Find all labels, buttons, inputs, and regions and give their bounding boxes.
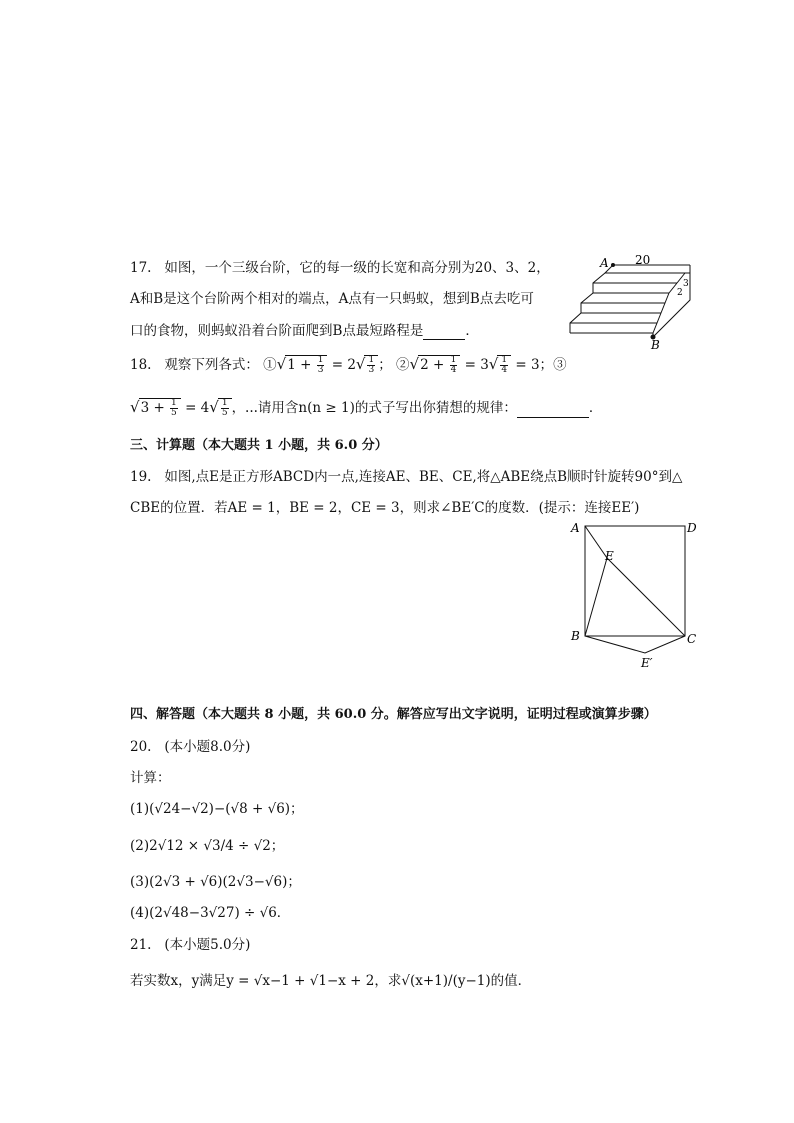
q21-header: 21. (本小题5.0分) [130,937,251,953]
q20-part1: (1)(√24−√2)−(√8 + √6)； [130,801,304,817]
label-b: B [651,338,660,350]
answer-blank[interactable] [517,399,589,418]
q18-line2: √3 + $\frac{1}{5}$ = 4√ $\frac{1}{5}$ ，...请用含n(n ≥ 1)的式子写出你猜想的规律： ． [130,398,603,418]
q17-line3: 口的食物，则蚂蚁沿着台阶面爬到B点最短路程是 ． [130,323,479,339]
label-d: D [687,521,697,535]
label-c: C [687,632,697,646]
answer-blank[interactable] [423,321,465,340]
q19-line1: 19. 如图,点E是正方形ABCD内一点,连接AE、BE、CE,将△ABE绕点B顺时针旋转90°到△ [130,469,683,485]
staircase-figure [565,255,700,350]
label-e-prime: E′ [641,656,653,670]
q20-header: 20. (本小题8.0分) [130,739,251,755]
q17-line2: A和B是这个台阶两个相对的端点，A点有一只蚂蚁，想到B点去吃可 [130,291,534,307]
point-a [611,263,615,267]
q20-prompt: 计算： [130,770,171,786]
q18-line1: 18. 观察下列各式： ①√1 + $\frac{1}{3}$ = 2√ $\frac{1}{3}$ ； ②√2 + $\frac{1}{4}$ = 3√ $\frac{1}{4}$ = 3；③ [130,355,567,375]
label-length: 20 [635,255,651,267]
q17-line1: 17. 如图，一个三级台阶，它的每一级的长宽和高分别为20、3、2， [130,260,550,276]
section-3-heading: 三、计算题（本大题共 1 小题，共 6.0 分） [130,438,388,453]
section-4-heading: 四、解答题（本大题共 8 小题，共 60.0 分。解答应写出文字说明，证明过程或演算步骤） [130,707,657,722]
label-e: E [605,549,614,563]
q20-part2: (2)2√12 × √3/4 ÷ √2； [130,838,285,854]
square-figure [565,518,700,673]
label-a: A [571,521,580,535]
q20-part4: (4)(2√48−3√27) ÷ √6． [130,905,291,921]
q21-text: 若实数x，y满足y = √x−1 + √1−x + 2，求√(x+1)/(y−1)的值． [130,973,532,989]
q20-part3: (3)(2√3 + √6)(2√3−√6)； [130,874,301,890]
label-step: 2 [677,288,683,298]
q19-line2: CBE的位置．若AE = 1，BE = 2，CE = 3，则求∠BE′C的度数．(提示：连接EE′) [130,500,640,516]
label-a: A [600,256,609,270]
label-height: 3 [683,279,689,289]
label-b: B [571,629,580,643]
